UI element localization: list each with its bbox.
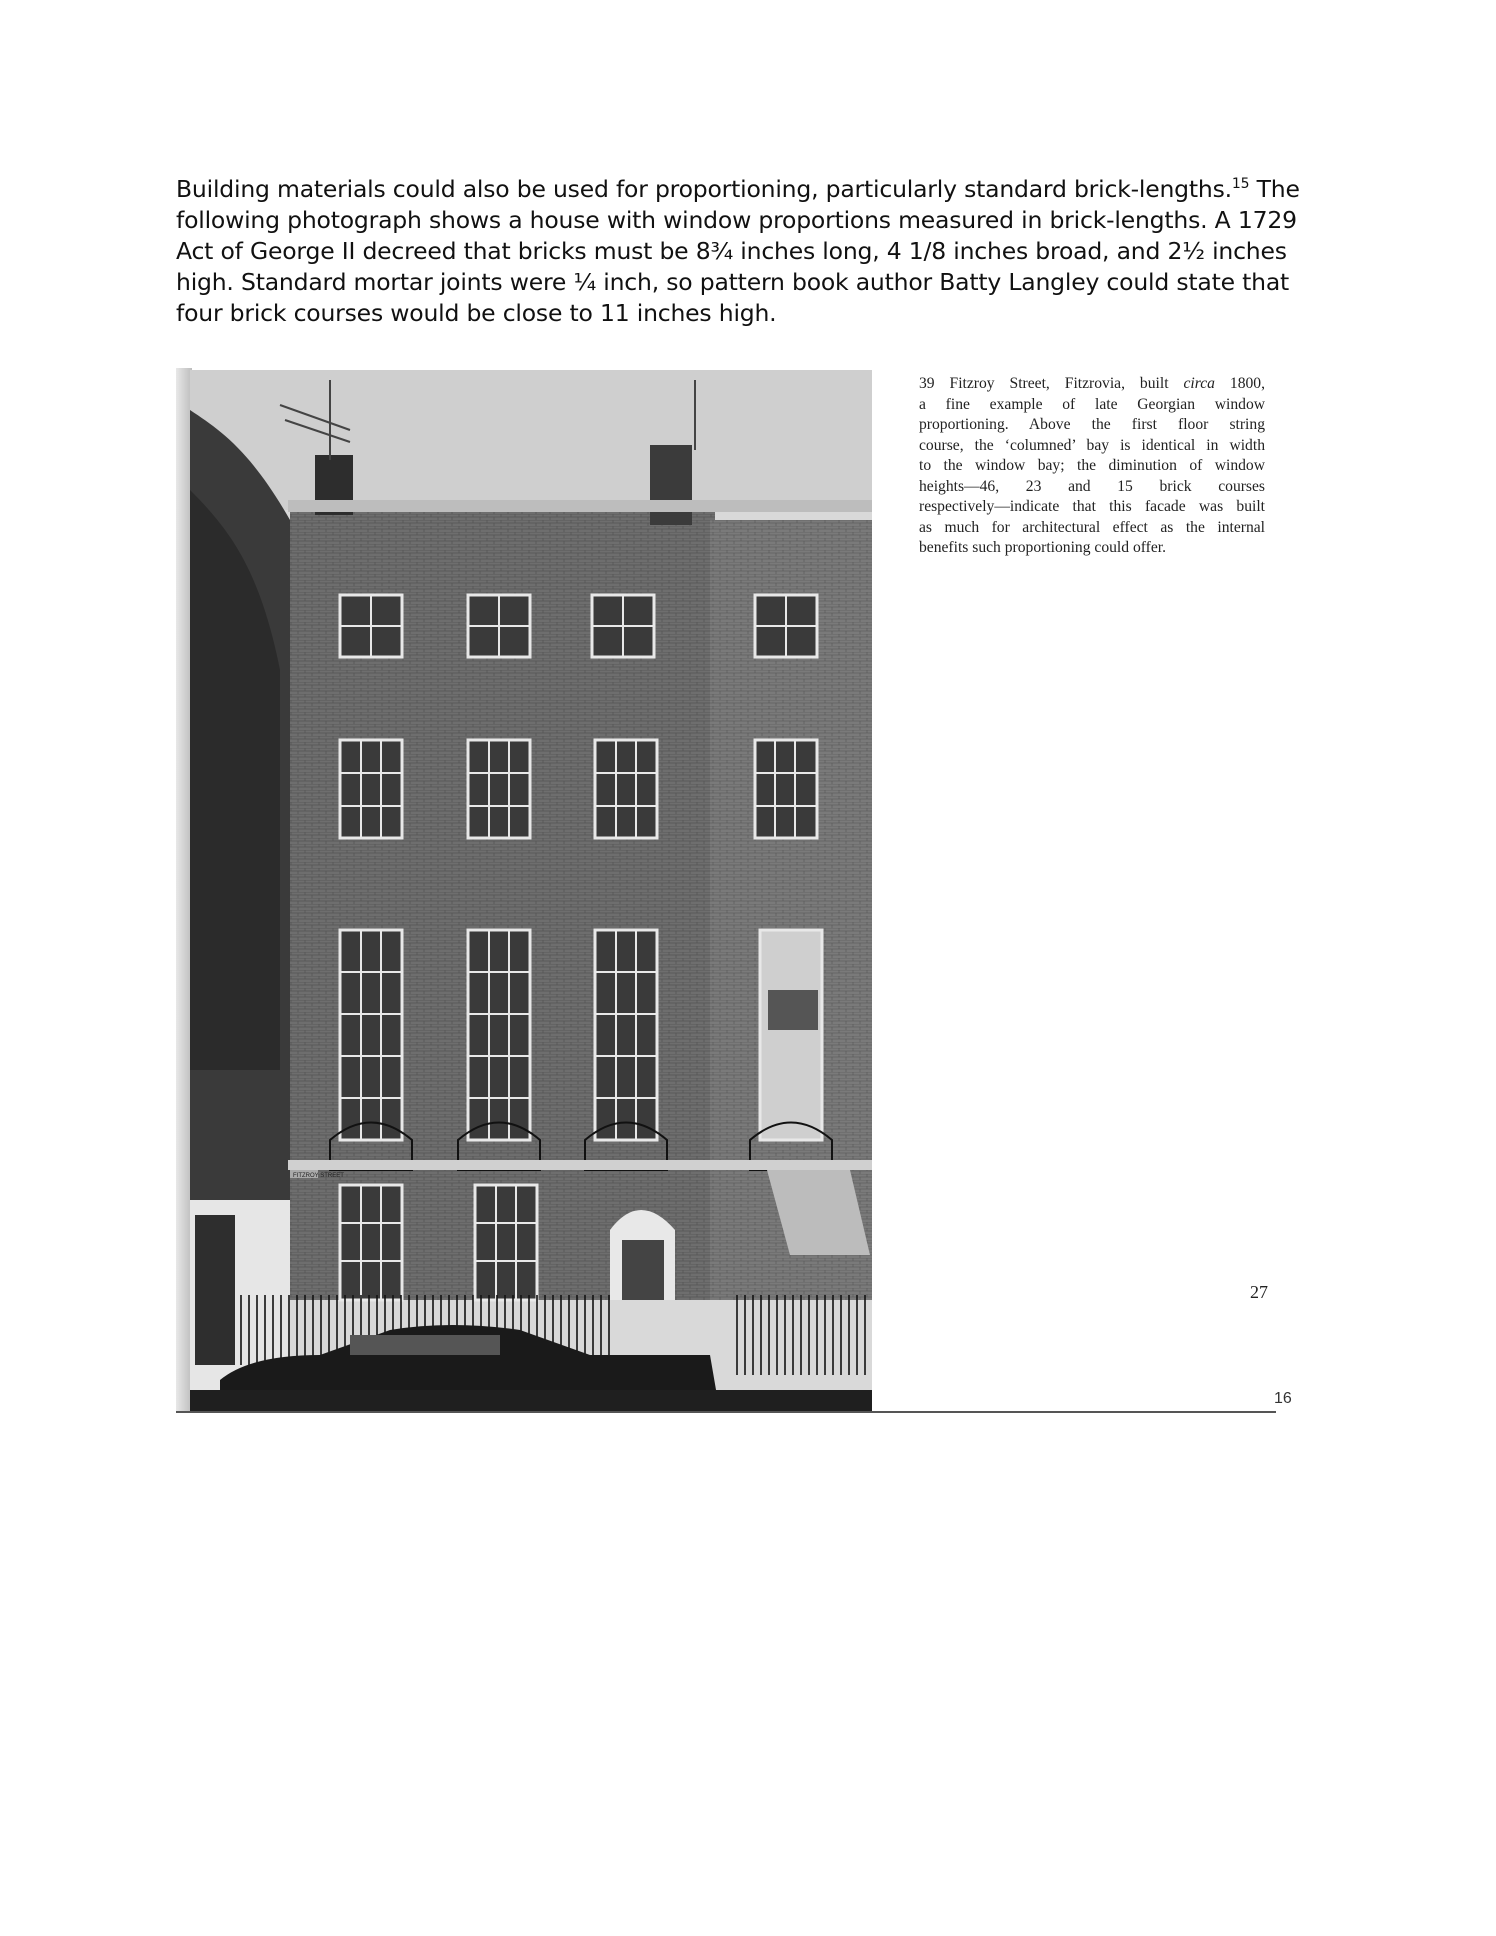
street-sign-text: FITZROY STREET bbox=[293, 1173, 344, 1179]
caption-line: benefits such proportioning could offer. bbox=[919, 539, 1166, 556]
intro-paragraph bbox=[176, 174, 1326, 329]
scan-bottom-rule bbox=[176, 1411, 1276, 1413]
intro-text-part2: The following photograph shows a house with window proportions measured in brick-lengths. A 1729 Act of George II decreed that bricks must be 8¾ inches long, 4 1/8 inches broad, and 2½ inches high. Standard mortar joints were ¼ inch, so pattern book author Batty Langley could state that four brick courses would be close to 11 inches high. bbox=[176, 175, 1300, 327]
caption-line: as much for architectural effect as the internal bbox=[919, 518, 1265, 536]
caption-line: to the window bay; the diminution of window bbox=[919, 457, 1265, 474]
caption-line: 39 Fitzroy Street, Fitzrovia, built circa 1800, bbox=[919, 375, 1265, 392]
document-page-number: 16 bbox=[1274, 1390, 1292, 1407]
caption-line: course, the ‘columned’ bay is identical in width bbox=[919, 436, 1265, 454]
building-photograph bbox=[190, 370, 872, 1413]
photo-caption bbox=[919, 374, 1265, 559]
caption-line: proportioning. Above the first floor string bbox=[919, 416, 1265, 433]
intro-text-part1: Building materials could also be used for proportioning, particularly standard brick-lengths. bbox=[176, 175, 1232, 203]
caption-italic-circa: circa bbox=[1183, 375, 1215, 392]
book-page-number: 27 bbox=[1250, 1282, 1268, 1302]
footnote-reference[interactable]: 15 bbox=[1231, 176, 1250, 193]
caption-line: a fine example of late Georgian window bbox=[919, 395, 1265, 413]
caption-line: heights—46, 23 and 15 brick courses bbox=[919, 477, 1265, 495]
caption-line: respectively—indicate that this facade was built bbox=[919, 498, 1265, 515]
